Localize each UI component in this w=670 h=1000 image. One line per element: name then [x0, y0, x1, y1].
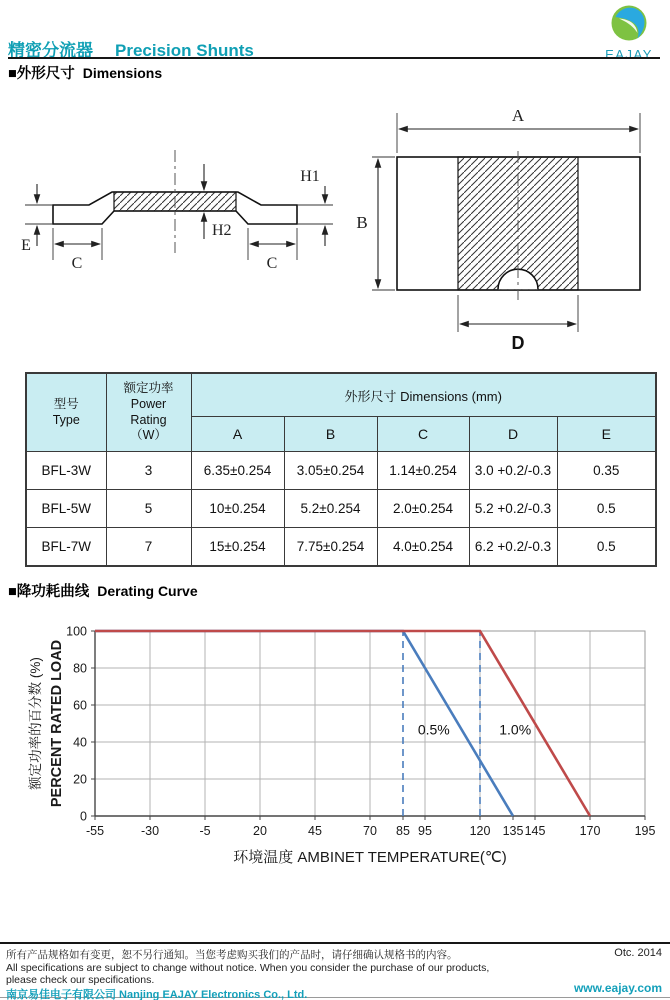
footer-disclaimer-en1: All specifications are subject to change without notice. When you consider the purchase of our products,: [6, 962, 490, 974]
cell-e: 0.35: [557, 452, 656, 490]
cell-type: BFL-3W: [26, 452, 106, 490]
y-tick-label: 0: [80, 809, 87, 824]
x-tick-label: 85: [396, 824, 410, 838]
dim-label-h2: H2: [212, 222, 232, 239]
y-tick-label: 100: [66, 624, 87, 639]
cell-d: 5.2 +0.2/-0.3: [469, 490, 557, 528]
col-header-c: C: [377, 417, 469, 452]
x-tick-label: 70: [363, 824, 377, 838]
table-row: [26, 528, 656, 567]
y-tick-label: 20: [73, 772, 87, 787]
x-tick-label: -5: [199, 824, 211, 838]
col-header-power: [106, 373, 191, 452]
section-heading-zh: ■外形尺寸: [8, 66, 75, 82]
y-tick-label: 80: [73, 661, 87, 676]
col-header-power-en1: Power: [130, 396, 167, 411]
footer-disclaimer-zh: 所有产品规格如有变更，恕不另行通知。当您考虑购买我们的产品时，请仔细确认规格书的内容。: [6, 949, 458, 961]
y-tick-label: 60: [73, 698, 87, 713]
cell-a: 10±0.254: [191, 490, 284, 528]
footer-date: Otc. 2014: [614, 947, 662, 959]
x-axis-title: 环境温度 AMBINET TEMPERATURE(℃): [233, 849, 507, 866]
page-title-en: Precision Shunts: [115, 41, 254, 60]
side-profile-diagram: [15, 98, 335, 293]
cell-e: 0.5: [557, 528, 656, 567]
x-tick-label: 145: [524, 824, 546, 838]
cell-power: 3: [106, 452, 191, 490]
cell-power: 7: [106, 528, 191, 567]
x-tick-label: 120: [469, 824, 491, 838]
cell-d: 6.2 +0.2/-0.3: [469, 528, 557, 567]
top-view-diagram: [345, 95, 665, 360]
col-header-b: B: [284, 417, 377, 452]
col-header-e: E: [557, 417, 656, 452]
table-row: [26, 452, 656, 490]
page-title-zh: 精密分流器: [8, 41, 93, 60]
cell-d: 3.0 +0.2/-0.3: [469, 452, 557, 490]
y-axis-title-en: PERCENT RATED LOAD: [49, 639, 65, 808]
table-row: [26, 490, 656, 528]
dim-label-d: D: [511, 333, 525, 353]
dim-label-h1: H1: [300, 168, 320, 185]
cell-e: 0.5: [557, 490, 656, 528]
col-header-a: A: [191, 417, 284, 452]
page-footer: [0, 942, 670, 998]
col-header-type: [26, 373, 106, 452]
col-header-type-zh: 型号: [53, 396, 79, 411]
cell-type: BFL-7W: [26, 528, 106, 567]
dim-label-b: B: [356, 213, 368, 232]
y-axis-title-zh: 额定功率的百分数 (%): [28, 657, 43, 790]
x-tick-label: 135: [502, 824, 524, 838]
cell-a: 15±0.254: [191, 528, 284, 567]
header-divider: [8, 57, 660, 59]
cell-c: 2.0±0.254: [377, 490, 469, 528]
footer-right: [574, 947, 662, 995]
footer-disclaimer-en2: please check our specifications.: [6, 974, 155, 986]
x-tick-label: -30: [140, 824, 160, 838]
x-tick-label: -55: [85, 824, 105, 838]
y-tick-label: 40: [73, 735, 87, 750]
cell-type: BFL-5W: [26, 490, 106, 528]
x-tick-label: 45: [308, 824, 322, 838]
section-heading-en: Derating Curve: [97, 583, 198, 599]
col-header-power-zh: 额定功率: [123, 381, 174, 396]
section-heading-zh: ■降功耗曲线: [8, 584, 90, 600]
dim-label-e: E: [21, 237, 31, 254]
cell-c: 1.14±0.254: [377, 452, 469, 490]
section-heading-dimensions: [8, 62, 162, 83]
col-header-power-unit: （W）: [130, 428, 167, 443]
series-line-0.5%: [95, 631, 513, 816]
section-heading-derating: [8, 580, 198, 601]
company-logo: [598, 3, 660, 62]
x-tick-label: 20: [253, 824, 267, 838]
derating-chart: [25, 606, 660, 886]
cell-c: 4.0±0.254: [377, 528, 469, 567]
series-label: 0.5%: [417, 721, 450, 738]
footer-company: 南京易佳电子有限公司 Nanjing EAJAY Electronics Co., Ltd.: [6, 989, 308, 1000]
col-header-d: D: [469, 417, 557, 452]
cell-b: 5.2±0.254: [284, 490, 377, 528]
footer-left: [6, 947, 490, 1000]
section-heading-en: Dimensions: [82, 65, 163, 81]
x-tick-label: 170: [579, 824, 601, 838]
logo-wordmark: EAJAY: [605, 47, 653, 62]
x-tick-label: 195: [634, 824, 656, 838]
cell-b: 7.75±0.254: [284, 528, 377, 567]
x-tick-label: 95: [418, 824, 432, 838]
col-header-power-en2: Rating: [130, 412, 167, 427]
dim-label-a: A: [511, 106, 525, 125]
cell-a: 6.35±0.254: [191, 452, 284, 490]
col-header-dimensions: 外形尺寸 Dimensions (mm): [191, 373, 656, 417]
cell-b: 3.05±0.254: [284, 452, 377, 490]
series-label: 1.0%: [499, 721, 532, 738]
dim-label-c-right: C: [266, 255, 278, 272]
dimensions-table: [25, 372, 657, 567]
footer-website: www.eajay.com: [573, 981, 662, 995]
dim-label-c-left: C: [71, 255, 83, 272]
cell-power: 5: [106, 490, 191, 528]
col-header-type-en: Type: [52, 412, 80, 427]
eajay-logo-icon: [609, 3, 649, 43]
